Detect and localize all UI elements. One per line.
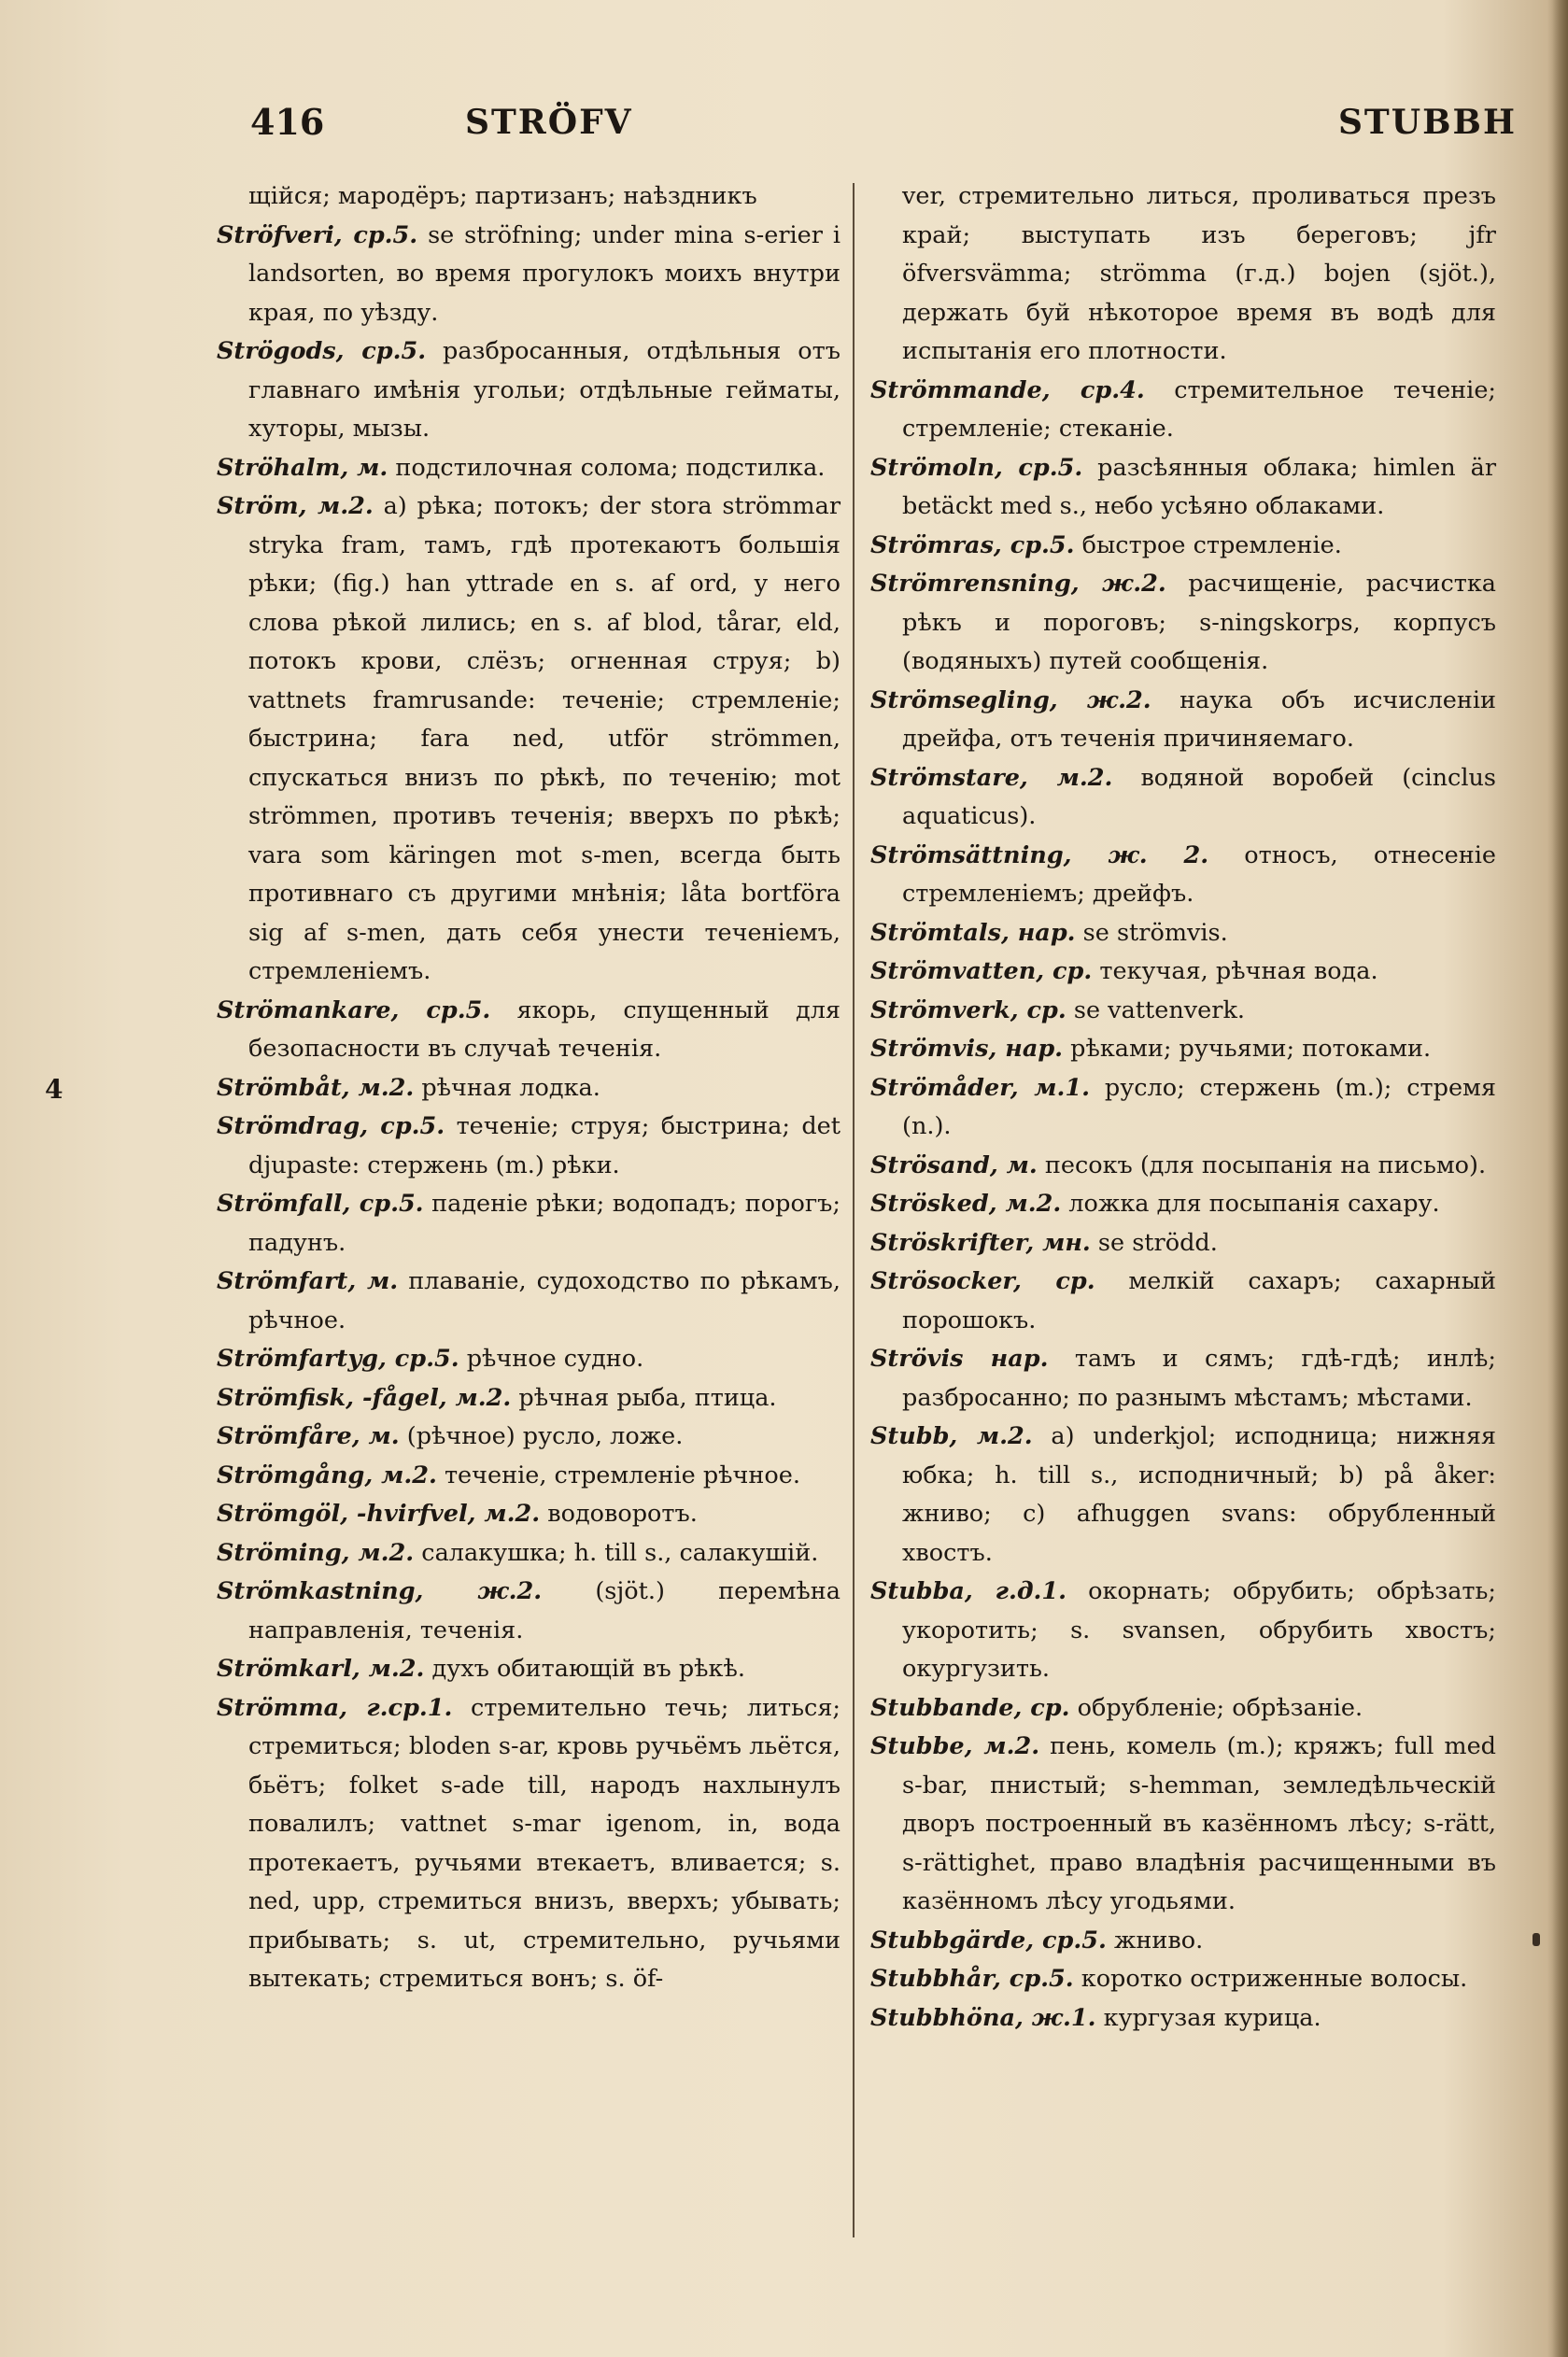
dictionary-entry [870,914,1496,953]
entry-definition: плаваніе, судоходство по рѣкамъ, рѣчное. [248,1267,841,1334]
entry-definition: коротко остриженные волосы. [1081,1965,1468,1993]
entry-headword: Strömmande, ср.4. [870,375,1145,404]
entry-headword: Strömgång, м.2. [217,1461,437,1489]
entry-headword: Stubb, м.2. [870,1422,1033,1450]
entry-definition: духъ обитающій въ рѣкѣ. [431,1655,745,1683]
entry-definition: se strömvis. [1082,918,1228,947]
entry-definition: наука объ исчисленіи дрейфа, отъ теченія причиняемаго. [902,685,1497,753]
entry-definition: салакушка; h. till s., салакушій. [421,1538,819,1567]
binding-shadow [1547,0,1568,2357]
left-column [217,177,841,1999]
entry-headword: Strömkastning, ж.2. [217,1577,543,1605]
entry-definition: текучая, рѣчная вода. [1099,957,1378,985]
dictionary-entry [217,1457,841,1496]
dictionary-entry [870,1418,1496,1573]
dictionary-entry [217,1650,841,1689]
dictionary-entry [870,1340,1496,1418]
entry-headword: Stubbande, ср. [870,1693,1070,1722]
dictionary-entry [870,1185,1496,1224]
entry-headword: Strömtals, нар. [870,918,1076,947]
dictionary-entry [217,217,841,333]
entry-definition: теченіе; струя; быстрина; det djupaste: стержень (m.) рѣки. [248,1112,841,1179]
entry-definition: щійся; мародёръ; партизанъ; наѣздникъ [248,182,757,210]
entry-headword: Strösand, м. [870,1150,1038,1179]
entry-headword: Stubbhår, ср.5. [870,1965,1074,1993]
entry-definition: обрубленіе; обрѣзаніе. [1077,1693,1363,1722]
page-header [250,101,1517,157]
dictionary-entry [870,527,1496,566]
dictionary-entry [217,1573,841,1650]
entry-definition: паденіе рѣки; водопадъ; порогъ; падунъ. [248,1190,841,1257]
right-running-head: STUBBH [1337,103,1517,142]
dictionary-entry [870,953,1496,992]
dictionary-entry [870,1689,1496,1729]
entry-headword: Strömverk, ср. [870,995,1067,1024]
entry-definition: подстилочная солома; подстилка. [395,453,826,482]
entry-headword: Strömsegling, ж.2. [870,685,1151,714]
entry-headword: Ström, м.2. [217,492,374,520]
entry-definition: теченіе, стремленіе рѣчное. [444,1461,800,1489]
entry-definition: (sjöt.) перемѣна направленія, теченія. [248,1577,841,1644]
dictionary-entry [217,487,841,992]
dictionary-entry [870,1147,1496,1186]
entry-headword: Stubbe, м.2. [870,1732,1040,1760]
dictionary-entry [870,1069,1496,1147]
page-number: 416 [250,101,325,143]
entry-definition: русло; стержень (m.); стремя (n.). [902,1073,1496,1140]
margin-dot [1533,1933,1540,1946]
dictionary-entry [217,1185,841,1263]
entry-definition: а) рѣка; потокъ; der stora strömmar stryka fram, тамъ, гдѣ протекаютъ большія рѣки; (fig.) han yttrade en s. af ord, у него слова рѣкой лились; en s. af blod, tårar, eld, потокъ крови, слёзъ; огненная струя; b) vattnets framrusande: теченіе; стремленіе; быстрина; fara ned, utför strömmen, спускаться внизъ по рѣкѣ, по теченію; mot strömmen, противъ теченія; вверхъ по рѣкѣ; vara som käringen mot s-men, всегда быть противнаго съ другими мнѣнія; låta bortföra sig af s-men, дать себя унести теченіемъ, стремленіемъ. [248,492,841,985]
entry-definition: жниво. [1113,1926,1204,1955]
entry-headword: Ströskеd, м.2. [870,1190,1062,1218]
dictionary-entry [870,1960,1496,1999]
dictionary-entry [217,1069,841,1108]
entry-definition: водоворотъ. [547,1500,698,1528]
entry-headword: Strömstare, м.2. [870,763,1113,792]
dictionary-entry [217,992,841,1069]
dictionary-entry [870,682,1496,759]
entry-definition: a) underkjol; исподница; нижняя юбка; h. till s., исподничный; b) på åker: жниво; c) afhuggen svans: обрубленный хвостъ. [902,1422,1497,1567]
entry-definition: рѣками; ручьями; потоками. [1070,1035,1432,1063]
entry-headword: Strösocker, ср. [870,1267,1095,1295]
dictionary-entry [870,372,1496,449]
entry-headword: Strömåder, м.1. [870,1073,1091,1102]
dictionary-entry [217,177,841,217]
dictionary-entry [217,449,841,488]
column-divider [853,183,855,2237]
dictionary-entry [217,1495,841,1534]
entry-definition: пень, комель (m.); кряжъ; full med s-bar, пнистый; s-hemman, земледѣльческій дворъ построенный въ казённомъ лѣсу; s-rätt, s-rättighet, право владѣнія расчищенными въ казённомъ лѣсу угодьями. [902,1732,1497,1915]
entry-headword: Strömkarl, м.2. [217,1655,425,1683]
entry-definition: рѣчная рыба, птица. [518,1383,777,1412]
entry-definition: стремительно течь; литься; стремиться; bloden s-ar, кровь ручьёмъ льётся, бьётъ; folket s-ade till, народъ нахлынулъ повалилъ; vattnet s-mar igenom, in, вода протекаетъ, ручьями втекаетъ, вливается; s. ned, upp, стремиться внизъ, вверхъ; убывать; прибывать; s. ut, стремительно, ручьями вытекать; стремиться вонъ; s. öf- [248,1693,841,1993]
entry-headword: Strömankare, ср.5. [217,995,491,1024]
margin-mark: 4 [45,1074,64,1105]
dictionary-entry [217,1418,841,1457]
dictionary-entry [217,1340,841,1379]
dictionary-entry [217,1689,841,1999]
entry-definition: расчищеніе, расчистка рѣкъ и пороговъ; s-ningskorps, корпусъ (водяныхъ) путей сообщенія. [902,570,1496,675]
dictionary-entry [217,1108,841,1185]
entry-definition: быстрое стремленіе. [1081,530,1342,559]
entry-headword: Strömdrag, ср.5. [217,1112,445,1140]
entry-headword: Strömvis, нар. [870,1035,1064,1063]
entry-headword: Strömgöl, -hvirfvel, м.2. [217,1500,541,1528]
entry-headword: Strömoln, ср.5. [870,453,1083,482]
entry-definition: относъ, отнесеніе стремленіемъ; дрейфъ. [902,840,1496,908]
entry-headword: Strömma, г.ср.1. [217,1693,453,1722]
entry-definition: стремительное теченіе; стремленіе; стеканіе. [902,375,1496,443]
entry-definition: окорнать; обрубить; обрѣзать; укоротить; s. svansen, обрубить хвостъ; окургузить. [902,1577,1496,1683]
dictionary-entry [870,565,1496,682]
entry-headword: Ströming, м.2. [217,1538,415,1567]
entry-headword: Stubbhöna, ж.1. [870,2003,1096,2032]
entry-headword: Strömrensning, ж.2. [870,570,1166,598]
dictionary-entry [870,1030,1496,1069]
entry-headword: Stubba, г.д.1. [870,1577,1067,1605]
dictionary-entry [870,1728,1496,1922]
entry-headword: Ströskrifter, мн. [870,1228,1091,1257]
entry-headword: Ströfveri, ср.5. [217,220,418,249]
entry-definition: песокъ (для посыпанія на письмо). [1044,1150,1487,1179]
entry-headword: Stubbgärde, ср.5. [870,1926,1107,1955]
entry-headword: Strömfåre, м. [217,1422,400,1450]
entry-headword: Strömfart, м. [217,1267,399,1295]
dictionary-entry [870,759,1496,837]
entry-headword: Strömvatten, ср. [870,957,1093,985]
dictionary-entry [217,1263,841,1340]
entry-headword: Strövis нар. [870,1345,1049,1373]
entry-definition: разсѣянныя облака; himlen är betäckt med s., небо усѣяно облаками. [902,453,1497,520]
entry-definition: тамъ и сямъ; гдѣ-гдѣ; инлѣ; разбросанно; по разнымъ мѣстамъ; мѣстами. [902,1345,1496,1412]
dictionary-entry [217,1379,841,1418]
entry-headword: Strömras, ср.5. [870,530,1075,559]
entry-headword: Strömfisk, -fågel, м.2. [217,1383,512,1412]
dictionary-entry [217,332,841,449]
entry-headword: Strömfall, ср.5. [217,1190,424,1218]
entry-definition: ложка для посыпанія сахару. [1068,1190,1440,1218]
entry-headword: Strömfartyg, ср.5. [217,1345,459,1373]
entry-definition: водяной воробей (cinclus aquaticus). [902,763,1496,830]
entry-headword: Strömsättning, ж. 2. [870,840,1209,869]
dictionary-entry [870,837,1496,914]
right-column [870,177,1496,2038]
entry-headword: Ströhalm, м. [217,453,388,482]
dictionary-entry [217,1534,841,1574]
entry-definition: якорь, спущенный для безопасности въ случаѣ теченія. [248,995,841,1063]
entry-definition: se strödd. [1097,1228,1218,1257]
entry-definition: разбросанныя, отдѣльныя отъ главнаго имѣнія угольи; отдѣльные гейматы, хуторы, мызы. [248,337,841,443]
dictionary-entry [870,1999,1496,2039]
dictionary-entry [870,449,1496,527]
dictionary-entry [870,177,1496,372]
dictionary-entry [870,1263,1496,1340]
entry-headword: Strögods, ср.5. [217,337,427,365]
entry-definition: кургузая курица. [1103,2003,1321,2032]
entry-definition: se ströfning; under mina s-erier i landsorten, во время прогулокъ моихъ внутри края, по уѣзду. [248,220,841,327]
left-running-head: STRÖFV [465,103,633,142]
dictionary-entry [870,1573,1496,1689]
entry-definition: se vattenverk. [1073,995,1246,1024]
entry-definition: мелкій сахаръ; сахарный порошокъ. [902,1267,1497,1334]
entry-definition: ver, стремительно литься, проливаться презъ край; выступать изъ береговъ; jfr öfversvämma; strömma (г.д.) bojen (sjöt.), держать буй нѣкоторое время въ водѣ для испытанія его плотности. [902,182,1496,365]
dictionary-entry [870,1922,1496,1961]
entry-definition: рѣчное судно. [466,1345,644,1373]
entry-definition: рѣчная лодка. [421,1073,600,1102]
entry-headword: Strömbåt, м.2. [217,1073,415,1102]
dictionary-entry [870,992,1496,1031]
entry-definition: (рѣчное) русло, ложе. [406,1422,684,1450]
dictionary-entry [870,1224,1496,1263]
